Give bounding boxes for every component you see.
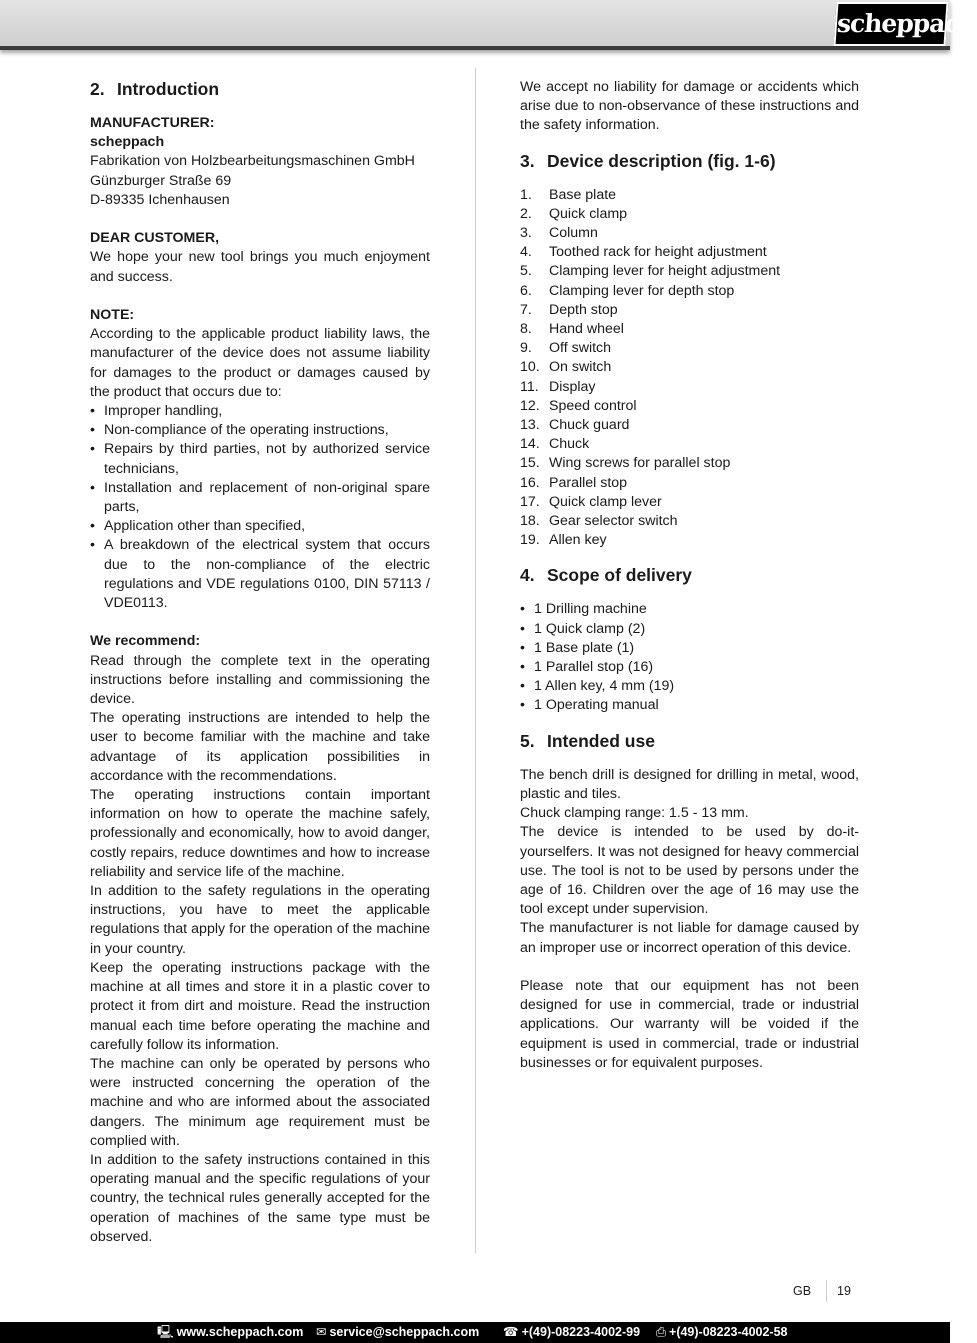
parts-list-label: Toothed rack for height adjustment bbox=[549, 244, 767, 261]
parts-list-number: 4. bbox=[520, 244, 532, 261]
liability-text: We accept no liability for damage or accidents which arise due to non-observance of these instructions and the safety information. bbox=[520, 79, 859, 134]
parts-list-number: 17. bbox=[520, 493, 540, 510]
parts-list-label: Base plate bbox=[549, 186, 617, 203]
computer-icon: 🖳 bbox=[157, 1325, 174, 1339]
parts-list-item bbox=[520, 358, 859, 377]
parts-list-number: 13. bbox=[520, 417, 540, 434]
recommend-paragraph: The machine can only be operated by persons who were instructed concerning the operation of the machine and who are informed about the associated dangers. The minimum age requirement must be complied with. bbox=[90, 1055, 430, 1149]
list-item: • 1 Drilling machine bbox=[520, 600, 859, 619]
parts-list-number: 9. bbox=[520, 340, 532, 357]
note-label: NOTE: bbox=[90, 307, 135, 323]
list-item: • 1 Quick clamp (2) bbox=[520, 620, 859, 639]
parts-list-item bbox=[520, 320, 859, 339]
parts-list-label: On switch bbox=[549, 359, 612, 376]
mail-icon: ✉ bbox=[316, 1325, 327, 1339]
parts-list-label: Quick clamp lever bbox=[549, 493, 662, 510]
address-line: Fabrikation von Holzbearbeitungsmaschinen GmbH bbox=[90, 153, 415, 170]
note-list bbox=[90, 402, 430, 613]
parts-list-number: 8. bbox=[520, 321, 532, 338]
parts-list-item bbox=[520, 186, 859, 205]
parts-list-number: 3. bbox=[520, 225, 532, 242]
parts-list-item bbox=[520, 243, 859, 262]
recommend-paragraph: In addition to the safety instructions contained in this operating manual and the specific regulations of your country, the technical rules generally accepted for the operation of machines of the same type must be observed. bbox=[90, 1151, 430, 1245]
scope-list bbox=[520, 600, 859, 715]
footer-website[interactable]: 🖳 www.scheppach.com bbox=[157, 1325, 304, 1339]
list-item: • Application other than specified, bbox=[90, 517, 430, 536]
list-item: • A breakdown of the electrical system that occurs due to the non-compliance of the electric regulations and VDE regulations 0100, DIN 57113 / VDE0113. bbox=[90, 536, 430, 613]
parts-list-item bbox=[520, 224, 859, 243]
dear-customer-label: DEAR CUSTOMER, bbox=[90, 230, 220, 247]
recommend-paragraph: The operating instructions are intended to help the user to become familiar with the machine and take advantage of its application possibilities in accordance with the recommendations. bbox=[90, 710, 430, 784]
intended-use-paragraph: The device is intended to be used by do-it-yourselfers. It was not designed for heavy commercial use. The tool is not to be used by persons under the age of 16. Children over the age of 16 may use the tool except under supervision. bbox=[520, 824, 859, 918]
manufacturer-name: scheppach bbox=[90, 134, 165, 151]
parts-list-number: 7. bbox=[520, 301, 532, 318]
parts-list-item bbox=[520, 435, 859, 454]
footer-email[interactable]: ✉ service@scheppach.com bbox=[316, 1325, 480, 1339]
intended-use-paragraph: The bench drill is designed for drilling in metal, wood, plastic and tiles. bbox=[520, 766, 859, 802]
footer-phone[interactable]: ☎ +(49)-08223-4002-99 bbox=[503, 1325, 641, 1339]
parts-list-label: Chuck bbox=[549, 436, 590, 453]
address-line: D-89335 Ichenhausen bbox=[90, 191, 230, 208]
parts-list-label: Speed control bbox=[549, 397, 637, 414]
section-heading-device-description: 3. Device description (fig. 1-6) bbox=[520, 150, 776, 171]
fax-icon: ⎙ bbox=[656, 1325, 667, 1339]
parts-list-number: 18. bbox=[520, 513, 540, 530]
recommend-label: We recommend: bbox=[90, 633, 201, 650]
parts-list-item bbox=[520, 282, 859, 301]
parts-list-number: 6. bbox=[520, 282, 532, 299]
footer-fax: ⎙ +(49)-08223-4002-58 bbox=[656, 1325, 788, 1339]
parts-list-label: Display bbox=[549, 378, 596, 395]
intended-use-paragraph: The manufacturer is not liable for damage caused by an improper use or incorrect operation of this device. bbox=[520, 920, 859, 956]
parts-list-label: Depth stop bbox=[549, 301, 618, 318]
address-line: Günzburger Straße 69 bbox=[90, 172, 232, 189]
list-item: • 1 Parallel stop (16) bbox=[520, 658, 859, 677]
parts-list-item bbox=[520, 531, 859, 550]
parts-list-label: Clamping lever for height adjustment bbox=[549, 263, 781, 280]
parts-list-label: Chuck guard bbox=[549, 417, 630, 434]
section-heading-intended-use: 5. Intended use bbox=[520, 730, 655, 751]
parts-list-item bbox=[520, 205, 859, 224]
parts-list-number: 19. bbox=[520, 532, 540, 549]
page-info-divider bbox=[826, 1280, 827, 1302]
parts-list-item bbox=[520, 378, 859, 397]
parts-list-label: Off switch bbox=[549, 340, 612, 357]
parts-list-number: 11. bbox=[520, 378, 539, 395]
parts-list-item bbox=[520, 416, 859, 435]
parts-list-item bbox=[520, 454, 859, 473]
scheppach-logo: scheppach bbox=[833, 2, 948, 46]
recommend-paragraph: The operating instructions contain important information on how to operate the machine safely, professionally and economically, how to avoid danger, costly repairs, reduce downtimes and how to increase reliability and service life of the machine. bbox=[90, 787, 430, 880]
list-item: • Installation and replacement of non-original spare parts, bbox=[90, 479, 430, 517]
parts-list-number: 12. bbox=[520, 397, 540, 414]
column-divider bbox=[475, 68, 476, 1253]
note-text: According to the applicable product liability laws, the manufacturer of the device does not assume liability for damages to the product or damages caused by the product that occurs due to: bbox=[90, 326, 430, 400]
left-column bbox=[90, 78, 430, 1247]
section-heading-introduction: 2. Introduction bbox=[90, 79, 220, 99]
parts-list-label: Parallel stop bbox=[549, 474, 628, 491]
parts-list-label: Gear selector switch bbox=[549, 513, 678, 530]
parts-list-number: 2. bbox=[520, 205, 532, 222]
page-number: 19 bbox=[837, 1284, 851, 1298]
parts-list-item bbox=[520, 397, 859, 416]
intended-use-note: Please note that our equipment has not been designed for use in commercial, trade or industrial applications. Our warranty will be voided if the equipment is used in commercial, trade or industrial businesses or for equivalent purposes. bbox=[520, 977, 859, 1071]
list-item: • 1 Operating manual bbox=[520, 696, 859, 715]
section-heading-scope-of-delivery: 4. Scope of delivery bbox=[520, 565, 692, 586]
parts-list-item bbox=[520, 474, 859, 493]
language-code: GB bbox=[793, 1284, 812, 1298]
parts-list-label: Column bbox=[549, 225, 598, 242]
recommend-paragraph: Keep the operating instructions package with the machine at all times and store it in a plastic cover to protect it from dirt and moisture. Read the instruction manual each time before operating the machine and carefully follow its information. bbox=[90, 959, 430, 1053]
parts-list-label: Allen key bbox=[549, 532, 607, 549]
parts-list-label: Clamping lever for depth stop bbox=[549, 282, 735, 299]
parts-list-item bbox=[520, 493, 859, 512]
parts-list-number: 15. bbox=[520, 455, 540, 472]
parts-list-item bbox=[520, 262, 859, 281]
recommend-paragraph: Read through the complete text in the operating instructions before installing and commissioning the device. bbox=[90, 652, 430, 708]
parts-list-item bbox=[520, 339, 859, 358]
parts-list bbox=[520, 186, 859, 551]
parts-list-number: 14. bbox=[520, 436, 540, 453]
phone-icon: ☎ bbox=[503, 1325, 519, 1339]
parts-list-item bbox=[520, 301, 859, 320]
list-item: • Improper handling, bbox=[90, 402, 430, 421]
parts-list-number: 5. bbox=[520, 263, 532, 280]
parts-list-number: 1. bbox=[520, 186, 532, 203]
parts-list-label: Hand wheel bbox=[549, 321, 624, 338]
parts-list-item bbox=[520, 512, 859, 531]
list-item: • 1 Allen key, 4 mm (19) bbox=[520, 677, 859, 696]
list-item: • Non-compliance of the operating instructions, bbox=[90, 421, 430, 440]
page-footer bbox=[0, 1322, 950, 1343]
dear-customer-text: We hope your new tool brings you much enjoyment and success. bbox=[90, 249, 430, 285]
parts-list-label: Quick clamp bbox=[549, 205, 628, 222]
parts-list-number: 16. bbox=[520, 474, 540, 491]
parts-list-number: 10. bbox=[520, 359, 540, 376]
manufacturer-label: MANUFACTURER: bbox=[90, 115, 215, 131]
right-column bbox=[520, 78, 859, 1073]
intended-use-paragraph: Chuck clamping range: 1.5 - 13 mm. bbox=[520, 805, 749, 822]
list-item: • Repairs by third parties, not by authorized service technicians, bbox=[90, 440, 430, 478]
page-header-bar bbox=[0, 0, 977, 50]
parts-list-label: Wing screws for parallel stop bbox=[549, 455, 731, 472]
list-item: • 1 Base plate (1) bbox=[520, 639, 859, 658]
recommend-paragraph: In addition to the safety regulations in the operating instructions, you have to meet the applicable regulations that apply for the operation of the machine in your country. bbox=[90, 883, 430, 957]
